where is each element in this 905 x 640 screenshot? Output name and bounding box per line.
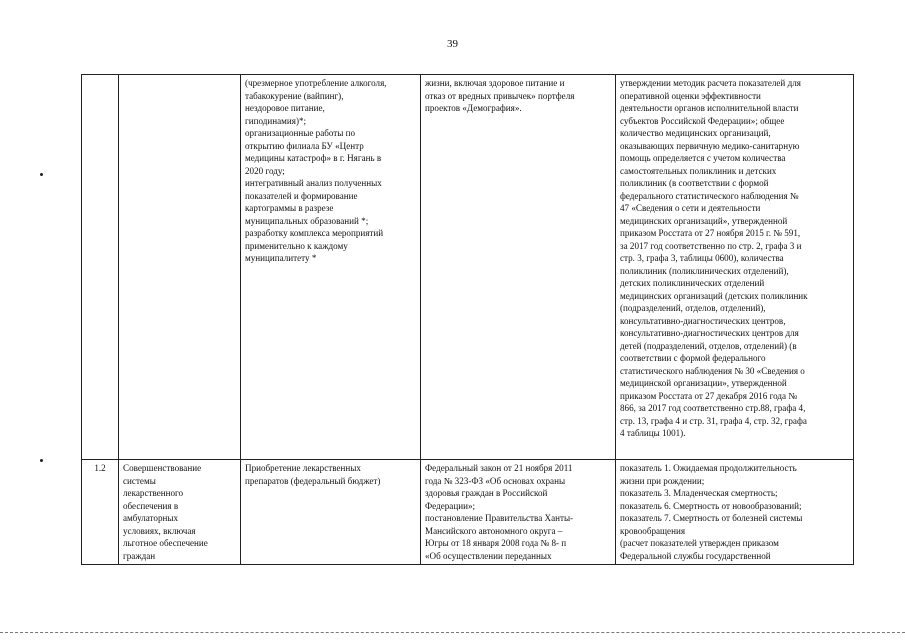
scan-dot-mark (40, 173, 43, 176)
legal-basis-cell: Федеральный закон от 21 ноября 2011 года № 323-ФЗ «Об основах охраны здоровья граждан в Российской Федерации»; постановление Правительства Ханты- Мансийского автономного округа – Югры от 18 января 2008 года № 8- п «Об осуществлении переданных (421, 460, 616, 565)
row-number-cell: 1.2 (82, 460, 119, 565)
page-number: 39 (447, 38, 458, 50)
activity-name-cell: Совершенствование системы лекарственного обеспечения в амбулаторных условиях, включая льготное обеспечение граждан (119, 460, 241, 565)
page-bottom-edge (0, 632, 905, 633)
program-table-wrapper (81, 74, 853, 565)
measures-cell: Приобретение лекарственных препаратов (федеральный бюджет) (241, 460, 421, 565)
row-number-cell (82, 75, 119, 460)
program-measures-table (81, 74, 854, 565)
indicators-cell: показатель 1. Ожидаемая продолжительность жизни при рождении; показатель 3. Младенческая смертность; показатель 6. Смертность от новообразований; показатель 7. Смертность от болезней системы кровообращения (расчет показателей утвержден приказом Федеральной службы государственной (616, 460, 854, 565)
table-row (82, 75, 854, 460)
activity-name-cell (119, 75, 241, 460)
scan-dot-mark (40, 459, 43, 462)
legal-basis-cell: жизни, включая здоровое питание и отказ от вредных привычек» портфеля проектов «Демография». (421, 75, 616, 460)
measures-cell: (чрезмерное употребление алкоголя, табакокурение (вайпинг), нездоровое питание, гиподинамия)*; организационные работы по открытию филиала БУ «Центр медицины катастроф» в г. Нягань в 2020 году; интегративный анализ полученных показателей и формирование картограммы в разрезе муниципальных образований *; разработку комплекса мероприятий применительно к каждому муниципалитету * (241, 75, 421, 460)
table-row (82, 460, 854, 565)
indicators-cell: утверждении методик расчета показателей для оперативной оценки эффективности деятельности органов исполнительной власти субъектов Российской Федерации»; общее количество медицинских организаций, оказывающих первичную медико-санитарную помощь определяется с учетом количества самостоятельных поликлиник и детских поликлиник (в соответствии с формой федерального статистического наблюдения № 47 «Сведения о сети и деятельности медицинских организаций», утвержденной приказом Росстата от 27 ноября 2015 г. № 591, за 2017 год соответственно по стр. 2, графа 3 и стр. 3, графа 3, таблицы 0600), количества поликлиник (поликлинических отделений), детских поликлинических отделений медицинских организаций (детских поликлиник (подразделений, отделов, отделений), консультативно-диагностических центров, консультативно-диагностических центров для детей (подразделений, отделов, отделений) (в соответствии с формой федерального статистического наблюдения № 30 «Сведения о медицинской организации», утвержденной приказом Росстата от 27 декабря 2016 года № 866, за 2017 год соответственно стр.88, графа 4, стр. 13, графа 4 и стр. 31, графа 4, стр. 32, графа 4 таблицы 1001). (616, 75, 854, 460)
